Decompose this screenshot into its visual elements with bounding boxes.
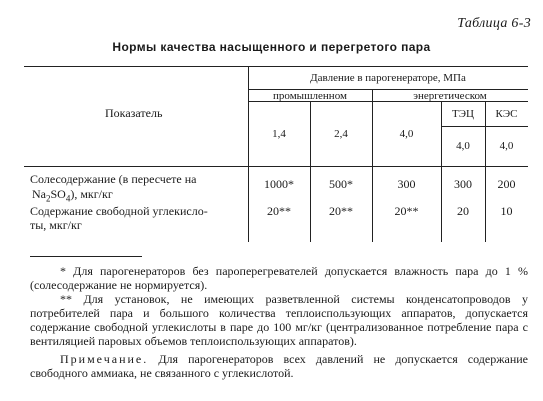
- industrial-header: промышленном: [273, 90, 347, 102]
- remark-text: Для парогенераторов всех давлений не допускается содержание свободного аммиака, не связанного с углекислотой.: [30, 352, 528, 380]
- footnote-2: ** Для установок, не имеющих разветвленной системы конденсатопроводов у потребителей пара и большого количества теплоиспользующих аппаратов, допускается содержание свободной углекислоты в паре до 100 мг/кг (централизованное потребление пара с вентиляцией паровых объемов теплоиспользующих аппаратов).: [30, 292, 528, 348]
- footnote-1: * Для парогенераторов без пароперегревателей допускается влажность пара до 1 % (солесодержание не нормируется).: [30, 264, 528, 292]
- table-cell: 300: [397, 177, 416, 191]
- row-label-line2: $Na_2SO_4$), мкг/кг: [32, 187, 113, 204]
- remark-label: Примечание.: [60, 352, 149, 366]
- pressure-value: 4,0: [399, 128, 414, 140]
- indicator-header: Показатель: [105, 106, 163, 120]
- row-label: Солесодержание (в пересчете на: [30, 172, 197, 186]
- column-divider-3: [441, 101, 442, 242]
- pressure-header: Давление в парогенераторе, МПа: [310, 72, 466, 84]
- table-cell: 20**: [394, 204, 419, 218]
- table-title: Нормы качества насыщенного и перегретого пара: [112, 40, 431, 54]
- industrial-energy-divider: [372, 89, 373, 242]
- table-cell: 1000*: [264, 177, 294, 191]
- row-label-line2: ты, мкг/кг: [30, 218, 82, 232]
- table-cell: 20: [457, 204, 469, 218]
- header-bottom-rule: [24, 166, 528, 167]
- tec-kes-divider: [485, 101, 486, 242]
- table-cell: 300: [454, 177, 472, 191]
- kes-header: КЭС: [495, 108, 518, 120]
- pressure-value: 4,0: [499, 140, 514, 152]
- pressure-value: 4,0: [456, 140, 470, 152]
- row-label: Содержание свободной углекисло-: [30, 204, 208, 218]
- pressure-value: 1,4: [272, 128, 286, 140]
- table-caption: Таблица 6-3: [457, 16, 531, 31]
- pressure-value: 2,4: [334, 128, 348, 140]
- table-cell: 500*: [329, 177, 353, 191]
- footnote-separator: [30, 256, 142, 257]
- table-cell: 200: [497, 177, 516, 191]
- tec-header: ТЭЦ: [452, 108, 474, 120]
- table-remark: [30, 352, 528, 380]
- column-divider-1: [310, 101, 311, 242]
- table-cell: 10: [500, 204, 513, 218]
- table-cell: 20**: [267, 204, 291, 218]
- footnotes: [30, 264, 528, 380]
- table-top-rule: [24, 66, 528, 67]
- table-cell: 20**: [329, 204, 353, 218]
- energy-header: энергетическом: [413, 90, 487, 102]
